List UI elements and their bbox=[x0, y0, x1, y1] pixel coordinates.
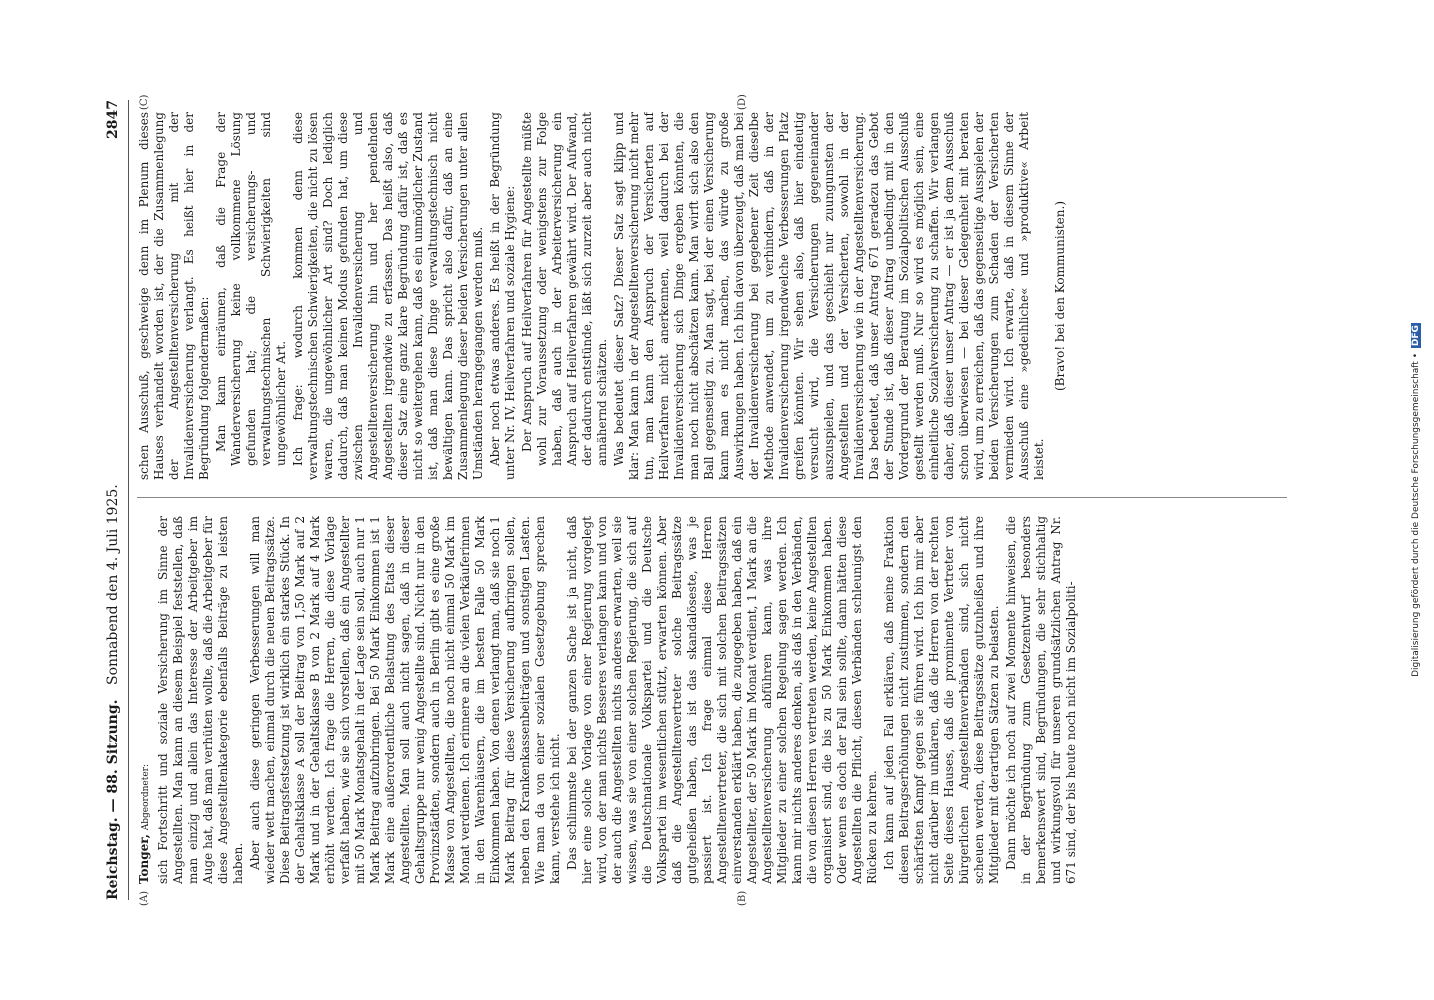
header-rule bbox=[128, 100, 129, 900]
left-column bbox=[137, 516, 1317, 884]
page-header bbox=[105, 100, 127, 900]
digitization-credit bbox=[1411, 0, 1425, 1000]
paragraph: Das schlimmste bei der ganzen Sache ist ja nicht, daß hier eine solche Vorlage von einer Regierung vorgelegt wird, von der man nichts Besseres verlangen kann und von der auch die Angestellten nichts anderes erwarten, weil sie wissen, was sie von einer solchen Regierung, die sich auf die Deutschnationale Volkspartei und die Deutsche Volkspartei im wesentlichen stützt, erwarten können. Aber daß die Angestelltenvertreter solche Beitragssätze gutgeheißen haben, das ist das skandalöseste, was je passiert ist. Ich frage einmal diese Herren Angestelltenvertreter, die sich mit solchen Beitragssätzen einverstanden erklärt haben, die zugegeben haben, daß ein Angestellter, der 50 Mark im Monat verdient, 1 Mark an die Angestelltenversicherung abführen kann, was ihre Mitglieder zu einer solchen Regelung sagen werden. Ich kann mir nichts anderes denken, als daß in den Verbänden, die von diesen Herren vertreten werden, keine Angestellten organisiert sind, die bis zu 50 Mark Einkommen haben. Oder wenn es doch der Fall sein sollte, dann hätten diese Angestellten die Pflicht, diesen Verbänden schleunigst den Rücken zu kehren. bbox=[565, 516, 879, 884]
speaker-name: Tonger, bbox=[137, 834, 151, 884]
speaker-role: Abgeordneter: bbox=[141, 764, 151, 831]
quoted-paragraph: Man kann einräumen, daß die Frage der Wanderversicherung keine vollkommene Lösung gefunden hat; die versicherungs- und verwaltungstechnischen Schwierigkeiten sind ungewöhnlicher Art. bbox=[214, 112, 288, 466]
paragraph: Ich kann auf jeden Fall erklären, daß meine Fraktion diesen Beitragserhöhungen nicht zustimmen, sondern den schärfsten Kampf gegen sie führen wird. Ich bin mir aber nicht darüber im unklaren, daß die Herren von der rechten Seite dieses Hauses, daß die prominente Vertreter von bürgerlichen Angestelltenverbänden sind, sich nicht scheuen werden, diese Beitragssätze gutzuheißen und ihre Mitglieder mit derartigen Sätzen zu belasten. bbox=[882, 516, 1001, 884]
paragraph: sich Fortschritt und soziale Versicherung im Sinne der Angestellten. Man kann an diesem Beispiel feststellen, daß man einzig und allein das Interesse der Arbeitgeber im Auge hat, daß man verhüten wollte, daß die Arbeitgeber für diese Angestelltenkategorie ebenfalls Beiträge zu leisten haben. bbox=[156, 516, 245, 884]
header-date: Sonnabend den 4. Juli 1925. bbox=[105, 484, 121, 685]
scanned-page bbox=[97, 90, 1327, 910]
paragraph: Dann möchte ich noch auf zwei Momente hinweisen, die in der Begründung zum Gesetzentwurf besonders bemerkenswert sind, Begründungen, die sehr stichhaltig und wirkungsvoll für unseren grundsätzlichen Antrag Nr. 671 sind, der bis heute noch nicht im Sozialpoliti- bbox=[1004, 516, 1078, 884]
right-column bbox=[137, 112, 1317, 480]
margin-marker-c: (C) bbox=[139, 94, 150, 110]
paragraph: Was bedeutet dieser Satz? Dieser Satz sagt klipp und klar: Man kann in der Angestelltenversicherung nicht mehr tun, man kann den Anspruch der Versicherten auf Heilverfahren nicht anerkennen, weil dadurch bei der Invalidenversicherung sich Dinge ergeben könnten, die man noch nicht abschätzen kann. Man wirft sich also den Ball gegenseitig zu. Man sagt, bei der einen Versicherung kann man es nicht machen, das würde zu große Auswirkungen haben. Ich bin davon überzeugt, daß man bei der Invalidenversicherung bei gegebener Zeit dieselbe Methode anwendet, um zu verhindern, daß in der Invalidenversicherung irgendwelche Verbesserungen Platz greifen könnten. Wir sehen also, daß hier eindeutig versucht wird, die Versicherungen gegeneinander auszuspielen, und das geschieht nur zuungunsten der Angestellten und der Versicherten, sowohl in der Invalidenversicherung wie in der Angestelltenversicherung. Das bedeutet, daß unser Antrag 671 geradezu das Gebot der Stunde ist, daß dieser Antrag unbedingt mit in den Vordergrund der Beratung im Sozialpolitischen Ausschuß gestellt werden muß. Nur so wird es möglich sein, eine einheitliche Sozialversicherung zu schaffen. Wir verlangen daher, daß dieser unser Antrag — er ist ja dem Ausschuß schon überwiesen — bei dieser Gelegenheit mit beraten wird, um zu erreichen, daß das gegenseitige Ausspielen der beiden Versicherungen zum Schaden der Versicherten vermieden wird. Ich erwarte, daß in diesem Sinne der Ausschuß eine »gedeihliche« und »produktive« Arbeit leistet. bbox=[612, 112, 1046, 480]
closing-remark: (Bravo! bei den Kommunisten.) bbox=[1053, 200, 1067, 392]
header-session: Reichstag. — 88. Sitzung. bbox=[105, 699, 121, 900]
dfg-logo: DFG bbox=[1411, 325, 1421, 347]
quoted-paragraph: Der Anspruch auf Heilverfahren für Angestellte müßte wohl zur Voraussetzung oder wenigstens zur Folge haben, daß auch in der Arbeiterversicherung ein Anspruch auf Heilverfahren gewährt wird. Der Aufwand, der dadurch entstünde, läßt sich zurzeit aber auch nicht annähernd schätzen. bbox=[520, 112, 609, 466]
column-separator bbox=[137, 497, 1287, 498]
margin-marker-b: (B) bbox=[737, 890, 748, 906]
paragraph: Aber noch etwas anderes. Es heißt in der Begründung unter Nr. IV, Heilverfahren und soziale Hygiene: bbox=[488, 112, 517, 480]
margin-marker-d: (D) bbox=[737, 94, 748, 110]
paragraph: Ich frage: wodurch kommen denn diese verwaltungstechnischen Schwierigkeiten, die nicht zu lösen waren, die ungewöhnlicher Art sind? Doch lediglich dadurch, daß man keinen Modus gefunden hat, um diese zwischen Invalidenversicherung und Angestelltenversicherung hin und her pendelnden Angestellten irgendwie zu erfassen. Das heißt also, daß dieser Satz eine ganz klare Begründung dafür ist, daß es nicht so weitergehen kann, daß es ein unmöglicher Zustand ist, daß man diese Dinge verwaltungstechnisch nicht bewältigen kann. Das spricht also dafür, daß an eine Zusammenlegung dieser beiden Versicherungen unter allen Umständen herangegangen werden muß. bbox=[291, 112, 485, 480]
margin-marker-a: (A) bbox=[139, 890, 150, 906]
paragraph: Aber auch diese geringen Verbesserungen will man wieder wett machen, einmal durch die neuen Beitragssätze. Diese Beitragsfestsetzung ist wirklich ein starkes Stück. In der Gehaltsklasse A soll der Beitrag von 1,50 Mark auf 2 Mark und in der Gehaltsklasse B von 2 Mark auf 4 Mark erhöht werden. Ich frage die Herren, die diese Vorlage verfaßt haben, wie sie sich vorstellen, daß ein Angestellter mit 50 Mark Monatsgehalt in der Lage sein soll, auch nur 1 Mark Beitrag aufzubringen. Bei 50 Mark Einkommen ist 1 Mark eine außerordentliche Belastung des Etats dieser Angestellten. Man soll auch nicht sagen, daß in dieser Gehaltsgruppe nur wenig Angestellte sind. Nicht nur in den Provinzstädten, sondern auch in Berlin gibt es eine große Masse von Angestellten, die noch nicht einmal 50 Mark im Monat verdienen. Ich erinnere an die vielen Verkäuferinnen in den Warenhäusern, die im besten Falle 50 Mark Einkommen haben. Von denen verlangt man, daß sie noch 1 Mark Beitrag für diese Versicherung aufbringen sollen, neben den Krankenkassenbeiträgen und sonstigen Lasten. Wie man da von einer sozialen Gesetzgebung sprechen kann, verstehe ich nicht. bbox=[248, 516, 562, 884]
speaker-line bbox=[137, 516, 154, 884]
credit-text: Digitalisierung gefördert durch die Deutsche Forschungsgemeinschaft • bbox=[1411, 352, 1421, 677]
page-number: 2847 bbox=[105, 100, 121, 139]
paragraph: schen Ausschuß, geschweige denn im Plenum dieses Hauses verhandelt worden ist, der die Zusammenlegung der Angestelltenversicherung mit der Invalidenversicherung verlangt. Es heißt hier in der Begründung folgendermaßen: bbox=[137, 112, 211, 480]
